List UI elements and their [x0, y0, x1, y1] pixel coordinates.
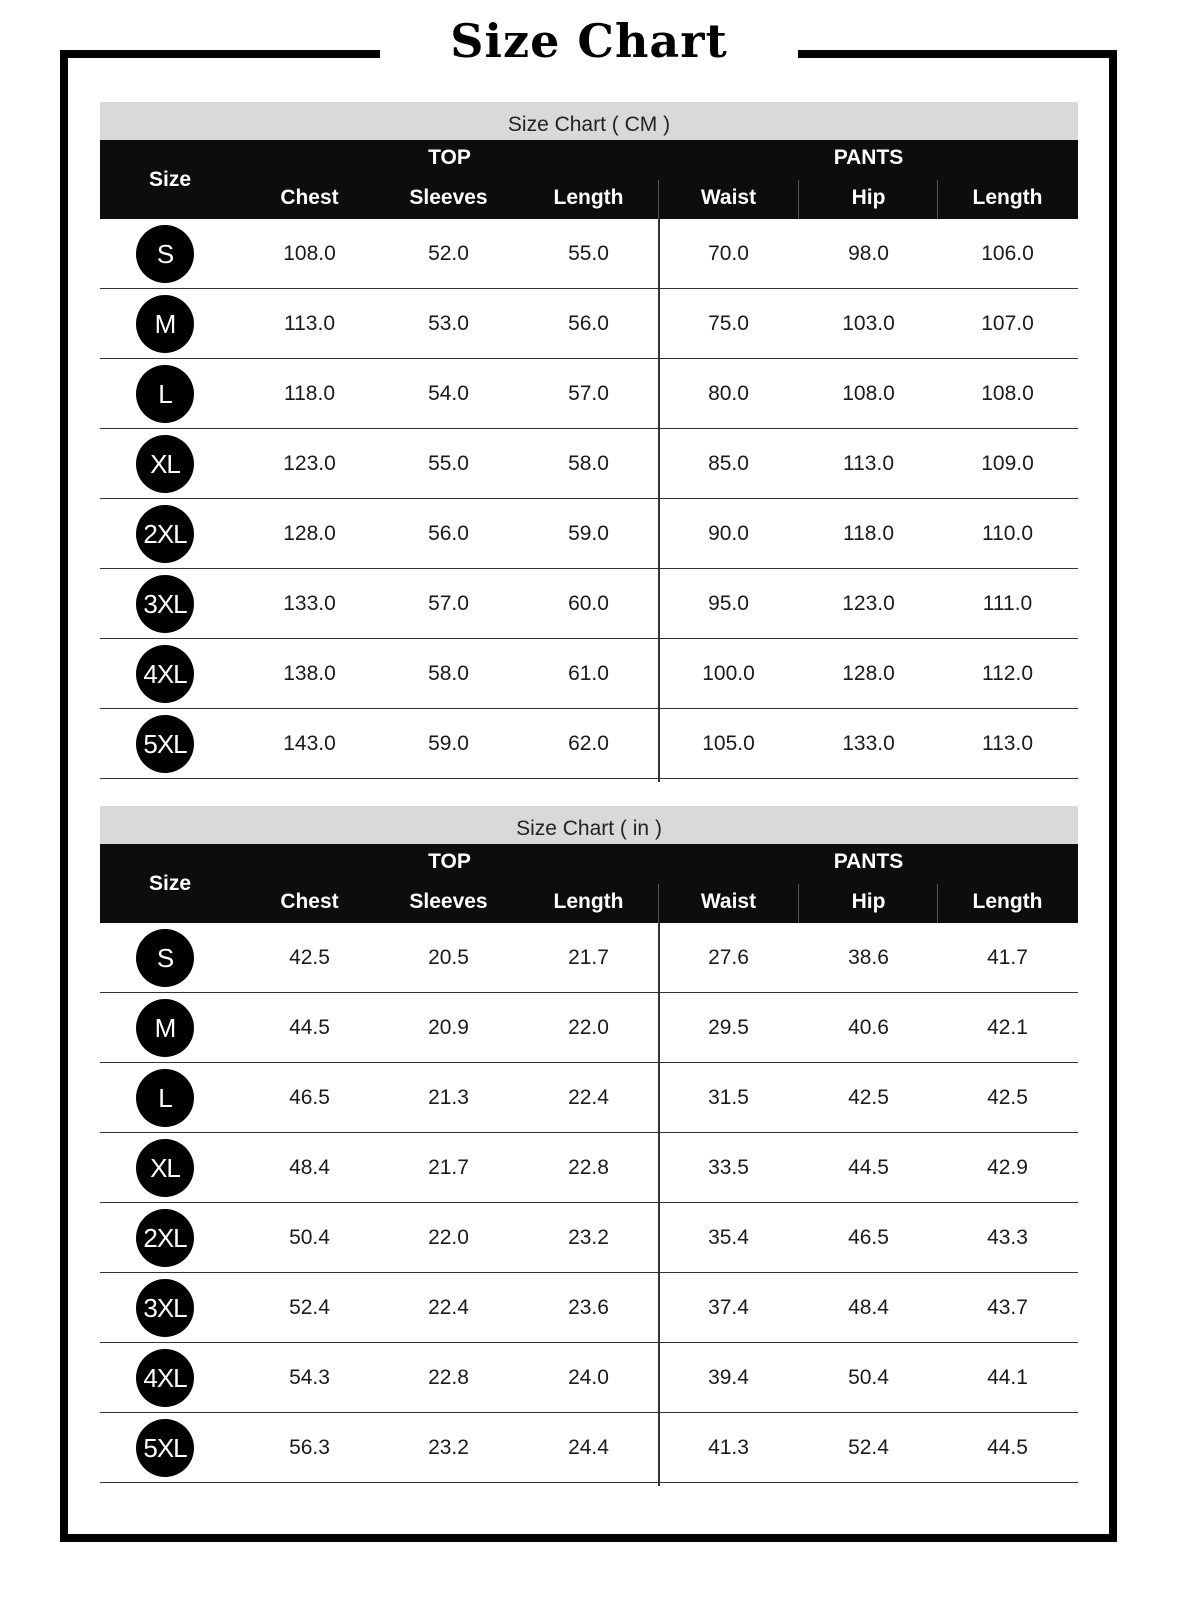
size-chart-inch	[100, 806, 1078, 1483]
cell-waist: 39.4	[708, 1366, 749, 1389]
size-badge: 5XL	[136, 715, 194, 773]
table-row	[100, 1133, 1078, 1203]
cell-top-length: 22.8	[568, 1156, 609, 1179]
cell-sleeves: 22.0	[428, 1226, 469, 1249]
cell-pants-length: 111.0	[982, 592, 1033, 615]
cell-pants-length: 44.1	[987, 1366, 1028, 1389]
cell-sleeves: 53.0	[428, 312, 469, 335]
cell-top-length: 22.4	[568, 1086, 609, 1109]
size-badge: 5XL	[136, 1419, 194, 1477]
table-row	[100, 1343, 1078, 1413]
cell-top-length: 58.0	[568, 452, 609, 475]
cell-waist: 85.0	[708, 452, 749, 475]
top-pants-divider	[658, 923, 660, 1486]
cell-pants-length: 43.7	[987, 1296, 1028, 1319]
page-title: Size Chart	[450, 14, 728, 68]
cell-chest: 128.0	[283, 522, 336, 545]
cell-chest: 123.0	[283, 452, 336, 475]
cell-waist: 100.0	[702, 662, 755, 685]
cell-waist: 29.5	[708, 1016, 749, 1039]
cell-sleeves: 55.0	[428, 452, 469, 475]
cell-pants-length: 110.0	[982, 522, 1033, 545]
chart-caption: Size Chart ( in )	[100, 806, 1078, 844]
column-header-pants-length: Length	[972, 186, 1043, 209]
cell-sleeves: 21.7	[428, 1156, 469, 1179]
cell-pants-length: 109.0	[981, 452, 1034, 475]
cell-hip: 108.0	[842, 382, 895, 405]
table-row	[100, 1273, 1078, 1343]
cell-sleeves: 20.9	[428, 1016, 469, 1039]
cell-hip: 48.4	[848, 1296, 889, 1319]
top-pants-divider	[658, 219, 660, 782]
cell-chest: 50.4	[289, 1226, 330, 1249]
size-badge: S	[136, 929, 194, 987]
column-header-pants-length: Length	[972, 890, 1043, 913]
table-row	[100, 499, 1078, 569]
cell-sleeves: 20.5	[428, 946, 469, 969]
header-divider	[658, 180, 659, 219]
column-header-hip: Hip	[851, 890, 886, 913]
table-row	[100, 1203, 1078, 1273]
cell-chest: 44.5	[289, 1016, 330, 1039]
header-divider	[937, 180, 938, 219]
cell-top-length: 55.0	[568, 242, 609, 265]
cell-hip: 44.5	[848, 1156, 889, 1179]
cell-pants-length: 112.0	[982, 662, 1033, 685]
cell-hip: 123.0	[842, 592, 895, 615]
table-body	[100, 923, 1078, 1483]
column-header-waist: Waist	[700, 186, 757, 209]
cell-chest: 118.0	[284, 382, 335, 405]
cell-top-length: 57.0	[568, 382, 609, 405]
cell-sleeves: 22.4	[428, 1296, 469, 1319]
cell-waist: 95.0	[708, 592, 749, 615]
cell-waist: 37.4	[708, 1296, 749, 1319]
cell-hip: 52.4	[848, 1436, 889, 1459]
table-row	[100, 639, 1078, 709]
cell-top-length: 21.7	[568, 946, 609, 969]
size-badge: 3XL	[136, 575, 194, 633]
cell-waist: 75.0	[708, 312, 749, 335]
table-header	[100, 140, 1078, 219]
cell-chest: 48.4	[289, 1156, 330, 1179]
size-badge: M	[136, 295, 194, 353]
cell-pants-length: 43.3	[987, 1226, 1028, 1249]
cell-hip: 38.6	[848, 946, 889, 969]
table-row	[100, 359, 1078, 429]
size-badge: 2XL	[136, 505, 194, 563]
size-column-header: Size	[148, 168, 192, 191]
cell-waist: 31.5	[708, 1086, 749, 1109]
table-row	[100, 1413, 1078, 1483]
cell-pants-length: 42.9	[987, 1156, 1028, 1179]
size-badge: XL	[136, 435, 194, 493]
cell-waist: 80.0	[708, 382, 749, 405]
size-column-header: Size	[148, 872, 192, 895]
cell-sleeves: 21.3	[428, 1086, 469, 1109]
table-header	[100, 844, 1078, 923]
cell-top-length: 24.4	[568, 1436, 609, 1459]
cell-chest: 133.0	[283, 592, 336, 615]
cell-chest: 113.0	[284, 312, 335, 335]
table-row	[100, 993, 1078, 1063]
cell-top-length: 23.6	[568, 1296, 609, 1319]
table-row	[100, 429, 1078, 499]
cell-chest: 108.0	[283, 242, 336, 265]
header-divider	[937, 884, 938, 923]
header-divider	[798, 180, 799, 219]
header-divider	[798, 884, 799, 923]
size-chart-cm	[100, 102, 1078, 779]
cell-pants-length: 108.0	[981, 382, 1034, 405]
column-header-chest: Chest	[280, 890, 339, 913]
cell-pants-length: 106.0	[981, 242, 1034, 265]
cell-pants-length: 44.5	[987, 1436, 1028, 1459]
header-divider	[658, 884, 659, 923]
size-badge: S	[136, 225, 194, 283]
cell-chest: 138.0	[283, 662, 336, 685]
cell-waist: 105.0	[702, 732, 755, 755]
cell-hip: 50.4	[848, 1366, 889, 1389]
cell-chest: 42.5	[289, 946, 330, 969]
cell-waist: 33.5	[708, 1156, 749, 1179]
cell-hip: 46.5	[848, 1226, 889, 1249]
column-header-chest: Chest	[280, 186, 339, 209]
cell-top-length: 59.0	[568, 522, 609, 545]
table-row	[100, 569, 1078, 639]
cell-sleeves: 57.0	[428, 592, 469, 615]
cell-sleeves: 56.0	[428, 522, 469, 545]
cell-sleeves: 52.0	[428, 242, 469, 265]
size-badge: 2XL	[136, 1209, 194, 1267]
cell-chest: 56.3	[289, 1436, 330, 1459]
cell-sleeves: 58.0	[428, 662, 469, 685]
cell-waist: 41.3	[708, 1436, 749, 1459]
cell-hip: 113.0	[843, 452, 894, 475]
column-header-waist: Waist	[700, 890, 757, 913]
cell-hip: 42.5	[848, 1086, 889, 1109]
cell-pants-length: 113.0	[982, 732, 1033, 755]
column-header-top-length: Length	[553, 186, 624, 209]
cell-hip: 40.6	[848, 1016, 889, 1039]
cell-top-length: 60.0	[568, 592, 609, 615]
column-header-sleeves: Sleeves	[409, 186, 488, 209]
size-badge: L	[136, 365, 194, 423]
cell-top-length: 23.2	[568, 1226, 609, 1249]
cell-top-length: 22.0	[568, 1016, 609, 1039]
cell-pants-length: 42.1	[987, 1016, 1028, 1039]
pants-group-header: PANTS	[833, 146, 904, 169]
cell-chest: 52.4	[289, 1296, 330, 1319]
cell-pants-length: 41.7	[987, 946, 1028, 969]
cell-chest: 143.0	[283, 732, 336, 755]
top-group-header: TOP	[428, 850, 471, 873]
cell-sleeves: 22.8	[428, 1366, 469, 1389]
cell-hip: 103.0	[842, 312, 895, 335]
size-badge: XL	[136, 1139, 194, 1197]
cell-waist: 35.4	[708, 1226, 749, 1249]
cell-hip: 118.0	[843, 522, 894, 545]
table-row	[100, 289, 1078, 359]
size-badge: 4XL	[136, 1349, 194, 1407]
size-badge: 4XL	[136, 645, 194, 703]
pants-group-header: PANTS	[833, 850, 904, 873]
table-row	[100, 219, 1078, 289]
cell-sleeves: 54.0	[428, 382, 469, 405]
cell-top-length: 62.0	[568, 732, 609, 755]
column-header-top-length: Length	[553, 890, 624, 913]
chart-caption: Size Chart ( CM )	[100, 102, 1078, 140]
size-badge: 3XL	[136, 1279, 194, 1337]
table-row	[100, 709, 1078, 779]
cell-hip: 98.0	[848, 242, 889, 265]
column-header-hip: Hip	[851, 186, 886, 209]
cell-top-length: 56.0	[568, 312, 609, 335]
cell-hip: 133.0	[842, 732, 895, 755]
cell-pants-length: 107.0	[981, 312, 1034, 335]
cell-sleeves: 23.2	[428, 1436, 469, 1459]
cell-waist: 70.0	[708, 242, 749, 265]
cell-waist: 90.0	[708, 522, 749, 545]
table-row	[100, 923, 1078, 993]
table-row	[100, 1063, 1078, 1133]
cell-sleeves: 59.0	[428, 732, 469, 755]
cell-top-length: 61.0	[568, 662, 609, 685]
cell-waist: 27.6	[708, 946, 749, 969]
size-badge: L	[136, 1069, 194, 1127]
size-badge: M	[136, 999, 194, 1057]
table-body	[100, 219, 1078, 779]
top-group-header: TOP	[428, 146, 471, 169]
cell-chest: 54.3	[289, 1366, 330, 1389]
cell-chest: 46.5	[289, 1086, 330, 1109]
cell-pants-length: 42.5	[987, 1086, 1028, 1109]
cell-hip: 128.0	[842, 662, 895, 685]
column-header-sleeves: Sleeves	[409, 890, 488, 913]
cell-top-length: 24.0	[568, 1366, 609, 1389]
